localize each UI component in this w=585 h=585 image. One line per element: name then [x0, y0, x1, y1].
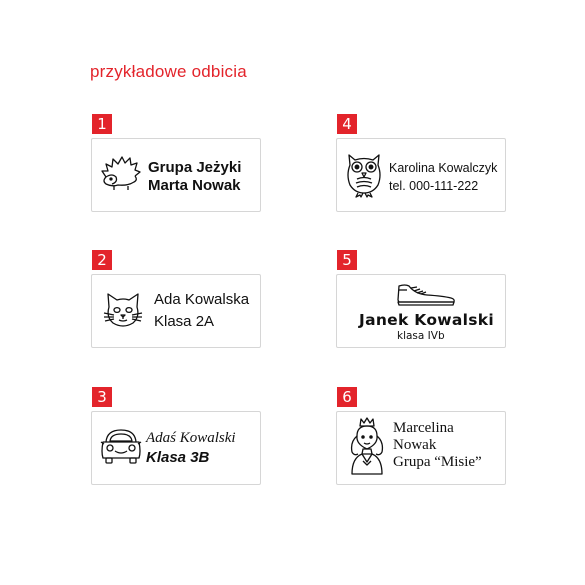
princess-icon [344, 416, 390, 478]
stamp-card-1[interactable] [91, 138, 261, 212]
stamp-card-4[interactable] [336, 138, 506, 212]
stamp-card-5[interactable] [336, 274, 506, 348]
stamp-line3-6: Grupa “Misie” [393, 454, 482, 470]
cat-icon [102, 289, 144, 333]
sneaker-icon [395, 280, 457, 306]
page-title: przykładowe odbicia [90, 62, 247, 81]
stamp-number-3: 3 [92, 387, 112, 407]
stamp-line1-1: Grupa Jeżyki [148, 159, 242, 176]
stamp-line1-2: Ada Kowalska [154, 291, 250, 308]
stamp-number-2: 2 [92, 250, 112, 270]
owl-icon [343, 149, 385, 199]
hedgehog-icon [98, 151, 142, 193]
stamp-line2-4: tel. 000-111-222 [389, 179, 479, 193]
stamp-card-2[interactable] [91, 274, 261, 348]
stamp-number-4: 4 [337, 114, 357, 134]
stamp-line2-3: Klasa 3B [146, 449, 210, 466]
stamp-line1-5: Janek Kowalski [359, 311, 495, 329]
stamp-line2-1: Marta Nowak [148, 177, 241, 194]
stamp-line2-6: Nowak [393, 437, 437, 453]
stamp-number-5: 5 [337, 250, 357, 270]
stamp-line1-4: Karolina Kowalczyk [389, 161, 498, 175]
stamp-line1-6: Marcelina [393, 420, 454, 436]
stamp-line1-3: Adaś Kowalski [146, 430, 236, 446]
stamp-line2-2: Klasa 2A [154, 313, 215, 330]
stamp-card-6[interactable] [336, 411, 506, 485]
car-icon [99, 422, 143, 468]
stamp-number-1: 1 [92, 114, 112, 134]
stamp-number-6: 6 [337, 387, 357, 407]
stamp-card-3[interactable] [91, 411, 261, 485]
stamp-line2-5: klasa IVb [397, 330, 445, 342]
